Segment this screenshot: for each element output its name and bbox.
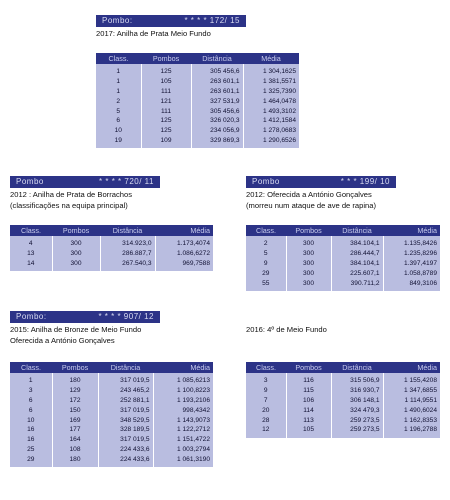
distancia-cell: 243 465,2 <box>98 386 153 396</box>
table-body <box>96 64 299 148</box>
distancia-cell: 384.104,1 <box>331 259 383 269</box>
table-row <box>10 445 213 455</box>
section-caption <box>246 324 327 335</box>
table-row <box>10 396 213 406</box>
media-cell: 849,3106 <box>383 278 440 291</box>
class-cell: 19 <box>96 136 141 149</box>
distancia-cell: 305 456,6 <box>191 106 243 116</box>
table-row <box>10 373 213 386</box>
distancia-cell: 348 529,5 <box>98 415 153 425</box>
col-header-media: Média <box>383 362 440 373</box>
results-table <box>96 53 299 148</box>
pombos-cell: 300 <box>286 259 331 269</box>
results-table <box>246 225 440 291</box>
section-caption <box>246 189 376 211</box>
distancia-cell: 286.444,7 <box>331 249 383 259</box>
class-cell: 6 <box>96 116 141 126</box>
class-cell: 16 <box>10 435 52 445</box>
distancia-cell: 390.711,2 <box>331 278 383 291</box>
class-cell: 12 <box>246 425 286 438</box>
pombos-cell: 105 <box>286 425 331 438</box>
distancia-cell: 259 273,5 <box>331 415 383 425</box>
distancia-cell: 317 019,5 <box>98 435 153 445</box>
class-cell: 2 <box>96 96 141 106</box>
class-cell: 25 <box>10 445 52 455</box>
table-row <box>96 116 299 126</box>
pombos-cell: 129 <box>52 386 98 396</box>
media-cell: 1 412,1584 <box>243 116 299 126</box>
col-header-media: Média <box>155 225 213 236</box>
table-row <box>96 106 299 116</box>
table-row <box>10 415 213 425</box>
col-header-media: Média <box>243 53 299 64</box>
caption-line: (classificações na equipa principal) <box>10 201 128 210</box>
table-row <box>246 249 440 259</box>
pombos-cell: 180 <box>52 454 98 467</box>
distancia-cell: 306 148,1 <box>331 396 383 406</box>
class-cell: 10 <box>96 126 141 136</box>
class-cell: 10 <box>10 415 52 425</box>
distancia-cell: 259 273,5 <box>331 425 383 438</box>
table-row <box>10 405 213 415</box>
distancia-cell: 327 531,9 <box>191 96 243 106</box>
table-row <box>96 136 299 149</box>
table-row <box>246 396 440 406</box>
pombo-ring-number: * * * 199/ 10 <box>340 177 390 186</box>
class-cell: 6 <box>10 396 52 406</box>
table-row <box>10 249 213 259</box>
pombos-cell: 300 <box>52 249 100 259</box>
col-header-class: Class. <box>246 225 286 236</box>
class-cell: 9 <box>246 259 286 269</box>
media-cell: 1 493,3102 <box>243 106 299 116</box>
pombos-cell: 172 <box>52 396 98 406</box>
col-header-distancia: Distância <box>331 225 383 236</box>
distancia-cell: 263 601,1 <box>191 87 243 97</box>
table-row <box>10 454 213 467</box>
media-cell: 1 100,8223 <box>153 386 213 396</box>
table-row <box>246 268 440 278</box>
table-row <box>96 77 299 87</box>
class-cell: 16 <box>10 425 52 435</box>
pombos-cell: 108 <box>52 445 98 455</box>
table-row <box>246 405 440 415</box>
distancia-cell: 267.540,3 <box>100 259 155 272</box>
col-header-distancia: Distância <box>100 225 155 236</box>
class-cell: 29 <box>246 268 286 278</box>
col-header-distancia: Distância <box>98 362 153 373</box>
table-row <box>246 236 440 249</box>
media-cell: 1 155,4208 <box>383 373 440 386</box>
class-cell: 28 <box>246 415 286 425</box>
media-cell: 1.235,8296 <box>383 249 440 259</box>
caption-line: 2016: 4º de Meio Fundo <box>246 325 327 334</box>
col-header-class: Class. <box>10 225 52 236</box>
distancia-cell: 326 020,3 <box>191 116 243 126</box>
pombos-cell: 300 <box>286 236 331 249</box>
media-cell: 1 122,2712 <box>153 425 213 435</box>
media-cell: 1.086,6272 <box>155 249 213 259</box>
section-caption <box>10 189 132 211</box>
media-cell: 1 347,6855 <box>383 386 440 396</box>
pombos-cell: 300 <box>286 249 331 259</box>
pombos-cell: 125 <box>141 64 191 77</box>
class-cell: 14 <box>10 259 52 272</box>
class-cell: 2 <box>246 236 286 249</box>
media-cell: 1 490,6024 <box>383 405 440 415</box>
pombos-cell: 113 <box>286 415 331 425</box>
media-cell: 1.173,4074 <box>155 236 213 249</box>
col-header-pombos: Pombos <box>52 362 98 373</box>
col-header-class: Class. <box>246 362 286 373</box>
pombos-cell: 109 <box>141 136 191 149</box>
distancia-cell: 234 056,9 <box>191 126 243 136</box>
class-cell: 3 <box>246 373 286 386</box>
distancia-cell: 263 601,1 <box>191 77 243 87</box>
class-cell: 7 <box>246 396 286 406</box>
pombos-cell: 169 <box>52 415 98 425</box>
col-header-class: Class. <box>10 362 52 373</box>
distancia-cell: 328 189,5 <box>98 425 153 435</box>
class-cell: 3 <box>10 386 52 396</box>
table-header-row <box>10 225 213 236</box>
media-cell: 969,7588 <box>155 259 213 272</box>
caption-line: 2017: Anilha de Prata Meio Fundo <box>96 29 211 38</box>
distancia-cell: 305 456,6 <box>191 64 243 77</box>
pombos-cell: 300 <box>286 278 331 291</box>
media-cell: 1 278,0683 <box>243 126 299 136</box>
distancia-cell: 224 433,6 <box>98 445 153 455</box>
class-cell: 6 <box>10 405 52 415</box>
pombo-header-bar <box>10 311 160 323</box>
table-header-row <box>10 362 213 373</box>
table-row <box>10 236 213 249</box>
distancia-cell: 317 019,5 <box>98 405 153 415</box>
media-cell: 1.397,4197 <box>383 259 440 269</box>
media-cell: 1 464,0478 <box>243 96 299 106</box>
col-header-class: Class. <box>96 53 141 64</box>
class-cell: 4 <box>10 236 52 249</box>
distancia-cell: 224 433,6 <box>98 454 153 467</box>
results-table <box>10 362 213 467</box>
class-cell: 13 <box>10 249 52 259</box>
class-cell: 1 <box>96 64 141 77</box>
table-row <box>10 386 213 396</box>
media-cell: 1.058,8789 <box>383 268 440 278</box>
pombos-cell: 111 <box>141 87 191 97</box>
pombos-cell: 125 <box>141 126 191 136</box>
distancia-cell: 324 479,3 <box>331 405 383 415</box>
class-cell: 9 <box>246 386 286 396</box>
media-cell: 1 143,9073 <box>153 415 213 425</box>
media-cell: 1 085,6213 <box>153 373 213 386</box>
table-row <box>246 415 440 425</box>
pombos-cell: 106 <box>286 396 331 406</box>
col-header-pombos: Pombos <box>52 225 100 236</box>
pombos-cell: 115 <box>286 386 331 396</box>
caption-line: 2015: Anilha de Bronze de Meio Fundo <box>10 325 142 334</box>
distancia-cell: 315 506,9 <box>331 373 383 386</box>
pombo-header-bar <box>96 15 246 27</box>
media-cell: 1 114,9551 <box>383 396 440 406</box>
media-cell: 998,4342 <box>153 405 213 415</box>
pombos-cell: 300 <box>52 236 100 249</box>
table-body <box>246 373 440 438</box>
distancia-cell: 316 930,7 <box>331 386 383 396</box>
pombos-cell: 177 <box>52 425 98 435</box>
pombos-cell: 125 <box>141 116 191 126</box>
pombos-cell: 116 <box>286 373 331 386</box>
col-header-distancia: Distância <box>191 53 243 64</box>
media-cell: 1 193,2106 <box>153 396 213 406</box>
pombos-cell: 150 <box>52 405 98 415</box>
results-table <box>10 225 213 271</box>
distancia-cell: 329 869,3 <box>191 136 243 149</box>
pombo-ring-number: * * * * 907/ 12 <box>98 312 154 321</box>
col-header-pombos: Pombos <box>286 225 331 236</box>
pombos-cell: 111 <box>141 106 191 116</box>
table-row <box>246 425 440 438</box>
table-row <box>246 373 440 386</box>
distancia-cell: 225.607,1 <box>331 268 383 278</box>
class-cell: 5 <box>96 106 141 116</box>
table-body <box>10 236 213 271</box>
table-row <box>10 425 213 435</box>
table-row <box>10 259 213 272</box>
media-cell: 1 304,1625 <box>243 64 299 77</box>
class-cell: 1 <box>10 373 52 386</box>
class-cell: 29 <box>10 454 52 467</box>
class-cell: 20 <box>246 405 286 415</box>
col-header-pombos: Pombos <box>286 362 331 373</box>
col-header-pombos: Pombos <box>141 53 191 64</box>
pombos-cell: 300 <box>286 268 331 278</box>
class-cell: 5 <box>246 249 286 259</box>
media-cell: 1 162,8353 <box>383 415 440 425</box>
distancia-cell: 252 881,1 <box>98 396 153 406</box>
table-header-row <box>246 362 440 373</box>
pombo-label: Pombo <box>16 177 44 186</box>
pombos-cell: 164 <box>52 435 98 445</box>
table-row <box>96 96 299 106</box>
pombos-cell: 180 <box>52 373 98 386</box>
pombos-cell: 105 <box>141 77 191 87</box>
media-cell: 1 196,2788 <box>383 425 440 438</box>
col-header-media: Média <box>383 225 440 236</box>
caption-line: (morreu num ataque de ave de rapina) <box>246 201 377 210</box>
table-row <box>246 386 440 396</box>
pombo-label: Pombo: <box>16 312 47 321</box>
media-cell: 1 003,2794 <box>153 445 213 455</box>
pombo-label: Pombo: <box>102 16 133 25</box>
pombos-cell: 114 <box>286 405 331 415</box>
distancia-cell: 314.923,0 <box>100 236 155 249</box>
section-caption <box>10 324 141 346</box>
media-cell: 1.135,8426 <box>383 236 440 249</box>
table-row <box>10 435 213 445</box>
distancia-cell: 317 019,5 <box>98 373 153 386</box>
table-body <box>10 373 213 467</box>
caption-line: 2012 : Anilha de Prata de Borrachos <box>10 190 133 199</box>
table-header-row <box>246 225 440 236</box>
results-table <box>246 362 440 438</box>
media-cell: 1 151,4722 <box>153 435 213 445</box>
section-caption <box>96 28 211 39</box>
pombos-cell: 121 <box>141 96 191 106</box>
caption-line: Oferecida a António Gonçalves <box>10 336 115 345</box>
table-row <box>96 87 299 97</box>
distancia-cell: 286.887,7 <box>100 249 155 259</box>
media-cell: 1 381,5571 <box>243 77 299 87</box>
table-header-row <box>96 53 299 64</box>
pombo-header-bar <box>246 176 396 188</box>
class-cell: 55 <box>246 278 286 291</box>
media-cell: 1 061,3190 <box>153 454 213 467</box>
table-row <box>96 64 299 77</box>
class-cell: 1 <box>96 77 141 87</box>
distancia-cell: 384.104,1 <box>331 236 383 249</box>
pombo-label: Pombo <box>252 177 280 186</box>
caption-line: 2012: Oferecida a António Gonçalves <box>246 190 372 199</box>
media-cell: 1 290,6526 <box>243 136 299 149</box>
col-header-media: Média <box>153 362 213 373</box>
pombo-ring-number: * * * * 172/ 15 <box>184 16 240 25</box>
table-body <box>246 236 440 291</box>
table-row <box>246 259 440 269</box>
pombos-cell: 300 <box>52 259 100 272</box>
col-header-distancia: Distância <box>331 362 383 373</box>
pombo-header-bar <box>10 176 160 188</box>
media-cell: 1 325,7390 <box>243 87 299 97</box>
class-cell: 1 <box>96 87 141 97</box>
table-row <box>246 278 440 291</box>
pombo-ring-number: * * * * 720/ 11 <box>99 177 154 186</box>
table-row <box>96 126 299 136</box>
